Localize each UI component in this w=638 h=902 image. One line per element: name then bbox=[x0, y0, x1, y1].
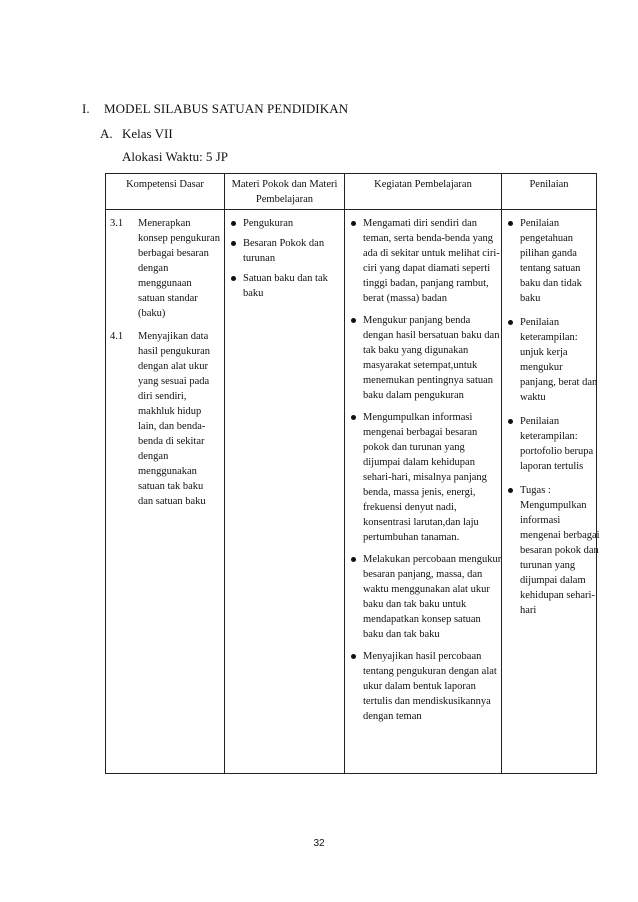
kd-item bbox=[110, 216, 220, 321]
list-item-text: Mengukur panjang benda dengan hasil bersatuan baku dan tak baku yang digunakan masyarakat setempat,untuk menemukan pentingnya satuan baku dalam pengukuran bbox=[363, 315, 500, 401]
table-header-row bbox=[106, 174, 597, 210]
kd-number: 4.1 bbox=[110, 331, 124, 342]
penilaian-list bbox=[506, 216, 600, 618]
cell-penilaian bbox=[502, 210, 600, 774]
list-item bbox=[506, 216, 592, 306]
list-item bbox=[349, 649, 497, 724]
kd-text: Menyajikan data hasil pengukuran dengan alat ukur yang sesuai pada diri sendiri, makhluk hidup lain, dan benda-benda di sekitar dengan menggunakan satuan tak baku dan satuan baku bbox=[138, 331, 211, 507]
section-title: MODEL SILABUS SATUAN PENDIDIKAN bbox=[104, 101, 349, 116]
header-kegiatan: Kegiatan Pembelajaran bbox=[345, 174, 502, 210]
list-item-text: Mengamati diri sendiri dan teman, serta benda-benda yang ada di sekitar untuk melihat ciri-ciri yang dapat diamati seperti tinggi badan, panjang rambut, berat (massa) badan bbox=[363, 218, 500, 304]
section-number: I. bbox=[82, 101, 90, 116]
header-kompetensi-dasar: Kompetensi Dasar bbox=[106, 174, 225, 210]
list-item-text: Melakukan percobaan mengukur besaran panjang, massa, dan waktu menggunakan alat ukur baku dan tak baku untuk mendapatkan konsep satuan baku dan tak baku bbox=[363, 554, 502, 640]
list-item bbox=[349, 410, 497, 545]
kegiatan-list bbox=[349, 216, 502, 724]
list-item bbox=[349, 313, 500, 403]
list-item-text: Penilaian keterampilan: unjuk kerja mengukur panjang, berat dan waktu bbox=[520, 317, 598, 403]
list-item bbox=[229, 236, 340, 266]
page-number: 32 bbox=[313, 838, 325, 849]
cell-kompetensi-dasar bbox=[106, 210, 225, 774]
list-item-text: Mengumpulkan informasi mengenai berbagai besaran pokok dan turunan yang dijumpai dalam kehidupan sehari-hari, misalnya panjang benda, massa jenis, energi, frekuensi denyut nadi, konsentrasi larutan,dan laju pertumbuhan tanaman. bbox=[363, 412, 487, 543]
list-item-text: Penilaian keterampilan: portofolio berupa laporan tertulis bbox=[520, 416, 594, 472]
cell-kegiatan bbox=[345, 210, 502, 774]
list-item-text: Besaran Pokok dan turunan bbox=[243, 238, 325, 264]
materi-list bbox=[229, 216, 340, 301]
syllabus-table bbox=[105, 173, 600, 774]
list-item bbox=[506, 315, 598, 405]
kd-text: Menerapkan konsep pengukuran berbagai besaran dengan menggunaan satuan standar (baku) bbox=[138, 218, 220, 319]
list-item bbox=[229, 216, 340, 231]
list-item bbox=[229, 271, 340, 301]
kd-item bbox=[110, 329, 220, 509]
list-item-text: Pengukuran bbox=[243, 218, 294, 229]
list-item-text: Satuan baku dan tak baku bbox=[243, 273, 328, 299]
header-materi: Materi Pokok dan Materi Pembelajaran bbox=[225, 174, 345, 210]
list-item-text: Tugas : Mengumpulkan informasi mengenai berbagai besaran pokok dan turunan yang dijumpai dalam kehidupan sehari-hari bbox=[520, 485, 600, 616]
time-allocation: Alokasi Waktu: 5 JP bbox=[122, 149, 228, 164]
subsection-title: Kelas VII bbox=[122, 126, 173, 141]
list-item-text: Menyajikan hasil percobaan tentang pengukuran dengan alat ukur dalam bentuk laporan tertulis dan mendiskusikannya dengan teman bbox=[363, 651, 497, 722]
list-item bbox=[506, 483, 600, 618]
list-item bbox=[349, 216, 500, 306]
table-row bbox=[106, 210, 597, 774]
header-penilaian: Penilaian bbox=[502, 174, 597, 210]
subsection-number: A. bbox=[100, 126, 113, 141]
list-item bbox=[349, 552, 502, 642]
kd-number: 3.1 bbox=[110, 218, 124, 229]
list-item bbox=[506, 414, 592, 474]
cell-materi bbox=[225, 210, 345, 774]
list-item-text: Penilaian pengetahuan pilihan ganda tentang satuan baku dan tidak baku bbox=[520, 218, 582, 304]
subsection-heading bbox=[100, 126, 173, 142]
section-heading bbox=[82, 101, 348, 117]
